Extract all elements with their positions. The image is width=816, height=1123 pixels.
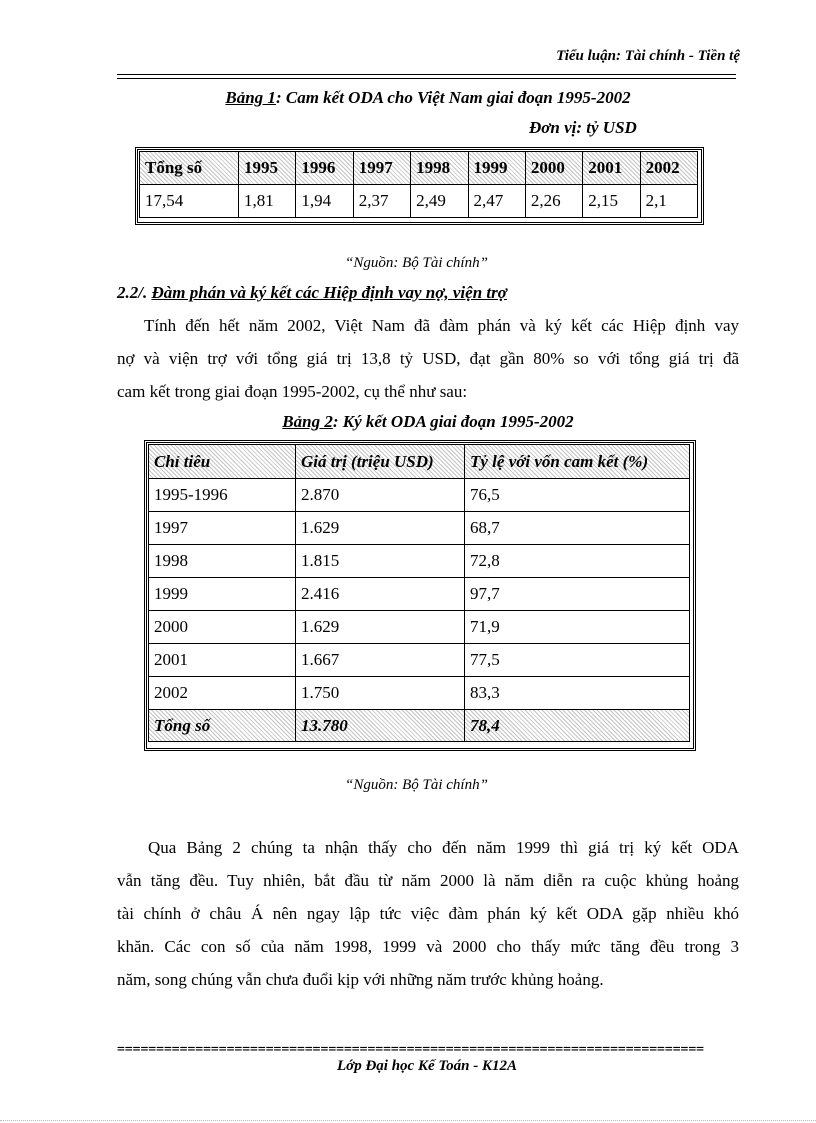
section-heading: [117, 283, 507, 303]
table1-header-cell: 1998: [411, 152, 468, 185]
table2-header-cell: Tỷ lệ với vốn cam kết (%): [465, 445, 690, 479]
table2-row: [149, 479, 690, 512]
table1-header-cell: Tổng số: [140, 152, 239, 185]
table2-cell: 77,5: [465, 644, 690, 677]
table1-caption-text: : Cam kết ODA cho Việt Nam giai đoạn 1995-2002: [275, 88, 631, 107]
table2-cell: 1.815: [296, 545, 465, 578]
header-rule-bottom: [117, 78, 736, 79]
table2-cell: 2.416: [296, 578, 465, 611]
table1-value-cell: 2,15: [583, 185, 640, 218]
table1-header-cell: 1999: [468, 152, 525, 185]
section-number: 2.2/.: [117, 283, 148, 302]
footer-text: Lớp Đại học Kế Toán - K12A: [336, 1058, 517, 1074]
table2-cell: 76,5: [465, 479, 690, 512]
table2-row: [149, 512, 690, 545]
table2-cell: 72,8: [465, 545, 690, 578]
paragraph-line: tài chính ở châu Á nên ngay lập tức việc đàm phán ký kết ODA gặp nhiều khó: [117, 904, 739, 923]
table2-cell: 1997: [149, 512, 296, 545]
table1-header-cell: 1996: [296, 152, 353, 185]
table2-caption: [117, 412, 739, 432]
table2-total-cell: Tổng số: [149, 710, 296, 742]
table1-value-cell: 1,81: [239, 185, 296, 218]
footer-separator: ===========================================================================: [117, 1043, 704, 1057]
table2-cell: 68,7: [465, 512, 690, 545]
table1-header-row: [140, 152, 698, 185]
table1-value-cell: 2,47: [468, 185, 525, 218]
paragraph-line: Tính đến hết năm 2002, Việt Nam đã đàm phán và ký kết các Hiệp định vay: [144, 316, 739, 335]
table2-cell: 83,3: [465, 677, 690, 710]
paragraph-line: Qua Bảng 2 chúng ta nhận thấy cho đến năm 1999 thì giá trị ký kết ODA: [148, 838, 739, 857]
table2-row: [149, 578, 690, 611]
table2-cell: 2000: [149, 611, 296, 644]
section-title: Đàm phán và ký kết các Hiệp định vay nợ, viện trợ: [151, 283, 507, 302]
table2-cell: 2001: [149, 644, 296, 677]
table2-row: [149, 545, 690, 578]
table1-value-cell: 2,37: [353, 185, 410, 218]
table2-cell: 1999: [149, 578, 296, 611]
table1-header-cell: 2002: [640, 152, 697, 185]
paragraph-line: khăn. Các con số của năm 1998, 1999 và 2000 cho thấy mức tăng đều trong 3: [117, 937, 739, 956]
table1-header-cell: 1997: [353, 152, 410, 185]
table2-header-row: [149, 445, 690, 479]
paragraph-line: cam kết trong giai đoạn 1995-2002, cụ thể như sau:: [117, 382, 468, 401]
table1-value-cell: 2,1: [640, 185, 697, 218]
paragraph-line: nợ và viện trợ với tổng giá trị 13,8 tỷ USD, đạt gần 80% so với tổng giá trị đã: [117, 349, 739, 368]
table2-row: [149, 677, 690, 710]
paragraph-line: năm, song chúng vẫn chưa đuổi kịp với những năm trước khủng hoảng.: [117, 970, 604, 989]
table1-caption-label: Bảng 1: [225, 88, 276, 107]
table1-value-cell: 2,26: [525, 185, 582, 218]
table1-value-cell: 1,94: [296, 185, 353, 218]
table2-cell: 97,7: [465, 578, 690, 611]
table2-row: [149, 644, 690, 677]
table2-total-cell: 13.780: [296, 710, 465, 742]
table1-caption: [117, 88, 739, 108]
table1: [139, 151, 698, 218]
paragraph-line: vẫn tăng đều. Tuy nhiên, bắt đầu từ năm 2000 là năm diễn ra cuộc khủng hoảng: [117, 871, 739, 890]
table2-cell: 2002: [149, 677, 296, 710]
table2-cell: 1.667: [296, 644, 465, 677]
table1-value-cell: 2,49: [411, 185, 468, 218]
table2-row: [149, 611, 690, 644]
table1-value-row: [140, 185, 698, 218]
table1-header-cell: 2000: [525, 152, 582, 185]
paragraph-2: [117, 831, 739, 996]
table1-header-cell: 2001: [583, 152, 640, 185]
table2-source: “Nguồn: Bộ Tài chính”: [345, 777, 488, 793]
page-bottom-dotted-line: [0, 1120, 816, 1121]
table2-cell: 1.629: [296, 611, 465, 644]
table2-total-row: [149, 710, 690, 742]
table2-cell: 71,9: [465, 611, 690, 644]
table2-caption-label: Bảng 2: [282, 412, 333, 431]
table2-total-cell: 78,4: [465, 710, 690, 742]
table2-header-cell: Chỉ tiêu: [149, 445, 296, 479]
paragraph-1: [117, 309, 739, 408]
table2-caption-text: : Ký kết ODA giai đoạn 1995-2002: [332, 412, 574, 431]
table2: [148, 444, 690, 742]
table1-unit: Đơn vị: tỷ USD: [529, 118, 637, 137]
table1-value-cell: 17,54: [140, 185, 239, 218]
table2-cell: 1998: [149, 545, 296, 578]
table2-cell: 2.870: [296, 479, 465, 512]
table1-source: “Nguồn: Bộ Tài chính”: [345, 255, 488, 271]
table2-cell: 1.629: [296, 512, 465, 545]
header-title: Tiểu luận: Tài chính - Tiền tệ: [556, 48, 740, 64]
table1-header-cell: 1995: [239, 152, 296, 185]
header-rule-top: [117, 74, 736, 75]
table2-header-cell: Giá trị (triệu USD): [296, 445, 465, 479]
table2-cell: 1.750: [296, 677, 465, 710]
table2-cell: 1995-1996: [149, 479, 296, 512]
